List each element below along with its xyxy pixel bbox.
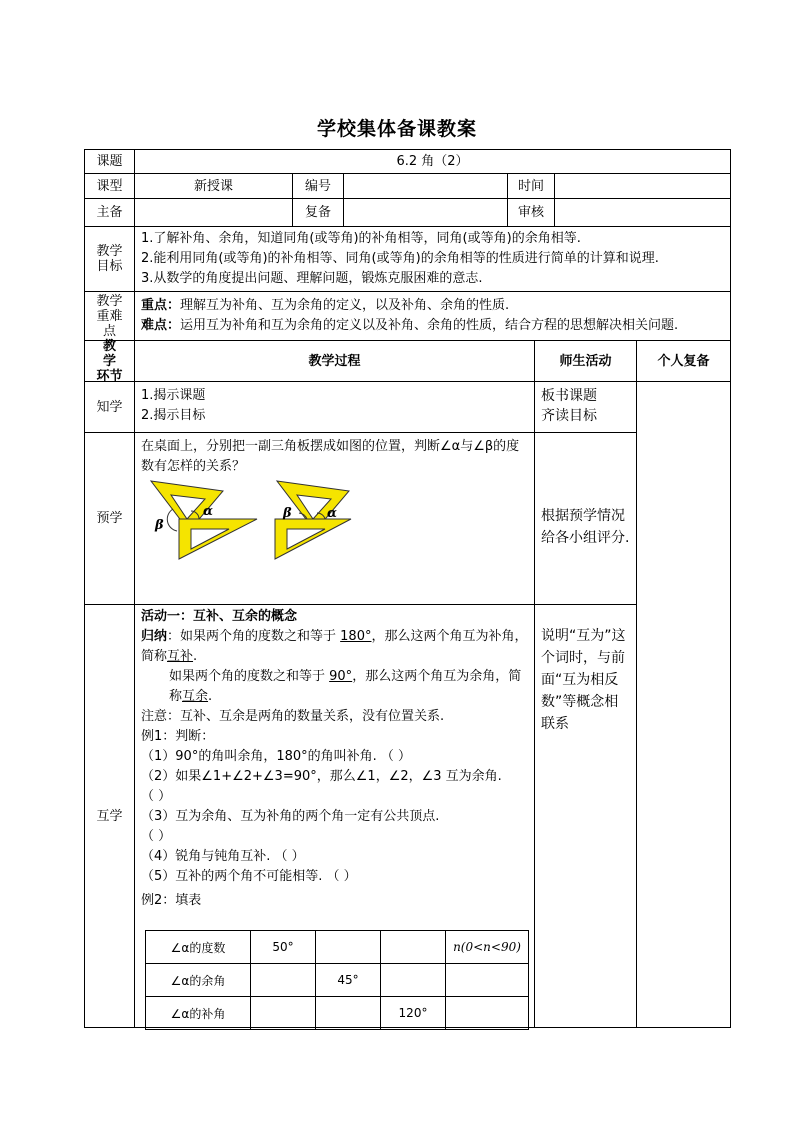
- activity-line: 齐读目标: [541, 408, 597, 424]
- example1-item: （5）互补的两个角不可能相等. （ ）: [141, 869, 357, 884]
- blank-90: 90°: [329, 669, 353, 684]
- table-cell: n(0<n<90): [446, 931, 529, 964]
- table-cell: ∠α的度数: [146, 931, 251, 964]
- definition-text: 如果两个角的度数之和等于: [169, 669, 330, 684]
- table-row: [146, 931, 529, 964]
- lead-label: 主备: [84, 198, 135, 227]
- type-value: 新授课: [134, 173, 293, 199]
- table-cell: ∠α的补角: [146, 997, 251, 1030]
- table-cell: ∠α的余角: [146, 964, 251, 997]
- personal-notes: [636, 381, 731, 1028]
- goals-label: 教学目标: [84, 226, 135, 292]
- fill-table: [145, 930, 529, 1030]
- topic-label: 课题: [84, 149, 135, 174]
- time-label: 时间: [507, 173, 555, 199]
- example1-item: （1）90°的角叫余角，180°的角叫补角. （ ）: [141, 749, 412, 764]
- zhixue-process: [134, 381, 535, 433]
- table-cell: 50°: [251, 931, 316, 964]
- goal-item: 1.了解补角、余角，知道同角(或等角)的补角相等，同角(或等角)的余角相等.: [141, 231, 581, 246]
- type-label: 课型: [84, 173, 135, 199]
- table-cell: [381, 931, 446, 964]
- example1-item: （4）锐角与钝角互补. （ ）: [141, 849, 305, 864]
- page-title: 学校集体备课教案: [316, 118, 477, 140]
- number-label: 编号: [292, 173, 344, 199]
- activity-title: 活动一：互补、互余的概念: [141, 609, 298, 624]
- definition-text: .: [193, 649, 198, 664]
- yuxue-process: [134, 432, 535, 605]
- activity-line: 板书课题: [541, 388, 597, 404]
- beta-label-2: β: [283, 506, 292, 521]
- term-complementary: 互补: [167, 649, 194, 664]
- definition-text: ，那么这两个角互为余角，简称: [169, 669, 522, 704]
- review-value: [343, 198, 508, 227]
- list-item: 1.揭示课题: [141, 388, 206, 403]
- table-cell: [316, 931, 381, 964]
- example2-title: 例2：填表: [141, 893, 202, 908]
- audit-label: 审核: [507, 198, 555, 227]
- definition-text: ：如果两个角的度数之和等于: [167, 629, 341, 644]
- review-label: 复备: [292, 198, 344, 227]
- example1-title: 例1：判断：: [141, 729, 215, 744]
- yuxue-question: 在桌面上，分别把一副三角板摆成如图的位置，判断∠α与∠β的度数有怎样的关系？: [141, 439, 520, 474]
- number-value: [343, 173, 508, 199]
- col-stage: 教 学 环节: [84, 340, 135, 382]
- huxue-activity: 说明“互为”这个词时，与前面“互为相反数”等概念相联系: [534, 604, 637, 1028]
- yuxue-label: 预学: [84, 432, 135, 605]
- induce-label: 归纳: [141, 629, 168, 644]
- example1-item: （3）互为余角、互为补角的两个角一定有公共顶点.: [141, 809, 440, 824]
- yuxue-activity: 根据预学情况给各小组评分.: [534, 432, 637, 605]
- diff-text: 运用互为补角和互为余角的定义以及补角、余角的性质，结合方程的思想解决相关问题.: [180, 318, 679, 333]
- table-row: [146, 997, 529, 1030]
- key-label: 重点：: [141, 298, 181, 313]
- key-text: 理解互为补角、互为余角的定义，以及补角、余角的性质.: [180, 298, 510, 313]
- triangle-pair-2: [275, 481, 351, 559]
- triangle-pair-1: [151, 481, 257, 559]
- table-row: [146, 964, 529, 997]
- col-personal: 个人复备: [636, 340, 731, 382]
- table-cell: [381, 964, 446, 997]
- table-cell: [251, 964, 316, 997]
- zhixue-activity: [534, 381, 637, 433]
- example1-item: （ ）: [141, 829, 172, 844]
- list-item: 2.揭示目标: [141, 408, 206, 423]
- goals-list: [134, 226, 731, 292]
- diff-label: 难点：: [141, 318, 181, 333]
- keypoints-label: 教学重难点: [84, 291, 135, 341]
- table-cell: [316, 997, 381, 1030]
- audit-value: [554, 198, 731, 227]
- example1-item: （ ）: [141, 789, 172, 804]
- table-cell: 120°: [381, 997, 446, 1030]
- table-cell: [446, 964, 529, 997]
- definition-text: .: [208, 689, 213, 704]
- table-cell: [446, 997, 529, 1030]
- table-cell: [251, 997, 316, 1030]
- blank-180: 180°: [340, 629, 372, 644]
- table-cell: 45°: [316, 964, 381, 997]
- alpha-label-1: α: [203, 504, 214, 519]
- topic-value: 6.2 角（2）: [134, 149, 731, 174]
- triangle-rulers-figure: [147, 477, 367, 572]
- note: 注意：互补、互余是两角的数量关系，没有位置关系.: [141, 709, 445, 724]
- goal-item: 3.从数学的角度提出问题、理解问题，锻炼克服困难的意志.: [141, 271, 483, 286]
- example1-item: （2）如果∠1+∠2+∠3=90°，那么∠1，∠2，∠3 互为余角.: [141, 769, 502, 784]
- col-process: 教学过程: [134, 340, 535, 382]
- keypoints-content: [134, 291, 731, 341]
- huxue-label: 互学: [84, 604, 135, 1028]
- goal-item: 2.能利用同角(或等角)的补角相等、同角(或等角)的余角相等的性质进行简单的计算和说理.: [141, 251, 659, 266]
- zhixue-label: 知学: [84, 381, 135, 433]
- beta-label-1: β: [155, 518, 164, 533]
- col-activity: 师生活动: [534, 340, 637, 382]
- lead-value: [134, 198, 293, 227]
- alpha-label-2: α: [327, 506, 338, 521]
- term-supplementary: 互余: [182, 689, 209, 704]
- time-value: [554, 173, 731, 199]
- definition-text: ，那么这两个角互为补角，简称: [141, 629, 528, 664]
